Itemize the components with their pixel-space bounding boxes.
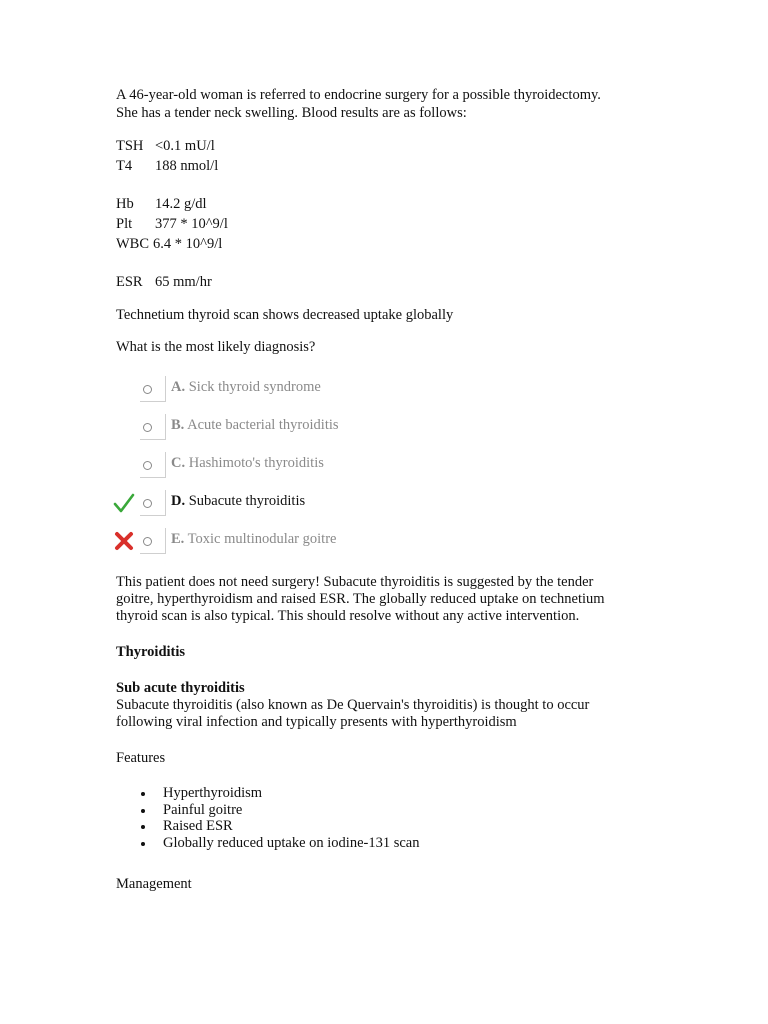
lab-row [116, 234, 656, 254]
stem-line: A 46-year-old woman is referred to endocrine surgery for a possible thyroidectomy. [116, 87, 601, 103]
option-label: Acute bacterial thyroiditis [187, 417, 339, 433]
lab-results-thyroid [116, 136, 656, 176]
radio-button[interactable] [143, 385, 152, 394]
checkmark-icon [113, 492, 135, 514]
option-letter: D. [171, 493, 186, 509]
question-prompt: What is the most likely diagnosis? [116, 339, 316, 355]
lab-key: T4 [116, 158, 133, 174]
option-text[interactable] [171, 531, 336, 548]
answer-option-a[interactable] [116, 370, 656, 408]
lab-row [116, 156, 656, 176]
radio-frame [140, 490, 166, 516]
option-text[interactable] [171, 379, 321, 396]
radio-frame [140, 452, 166, 478]
subacute-description [116, 697, 656, 731]
section-heading: Thyroiditis [116, 644, 186, 660]
question-stem [116, 86, 656, 122]
list-item: Raised ESR [116, 818, 656, 835]
radio-button[interactable] [143, 423, 152, 432]
option-text[interactable] [171, 417, 339, 434]
lab-value: 65 mm/hr [155, 274, 212, 290]
lab-value: 14.2 g/dl [155, 196, 207, 212]
document-page [116, 86, 656, 893]
option-text[interactable] [171, 493, 305, 510]
radio-frame [140, 414, 166, 440]
lab-key: Hb [116, 196, 134, 212]
radio-button[interactable] [143, 499, 152, 508]
lab-key: WBC [116, 236, 150, 252]
lab-row [116, 272, 656, 292]
management-label: Management [116, 876, 192, 892]
list-item: Hyperthyroidism [116, 785, 656, 802]
lab-row [116, 136, 656, 156]
explanation-line: This patient does not need surgery! Subacute thyroiditis is suggested by the tender [116, 574, 594, 590]
lab-row [116, 214, 656, 234]
lab-row [116, 194, 656, 214]
list-item: Painful goitre [116, 802, 656, 819]
option-label: Toxic multinodular goitre [187, 531, 337, 547]
lab-key: ESR [116, 274, 143, 290]
features-label: Features [116, 750, 166, 766]
option-letter: A. [171, 379, 186, 395]
explanation-line: goitre, hyperthyroidism and raised ESR. The globally reduced uptake on technetium [116, 591, 605, 607]
explanation-line: thyroid scan is also typical. This should resolve without any active intervention. [116, 608, 580, 624]
stem-line: She has a tender neck swelling. Blood results are as follows: [116, 105, 467, 121]
lab-results-blood-count [116, 194, 656, 254]
lab-value: 188 nmol/l [155, 158, 219, 174]
lab-value: 377 * 10^9/l [155, 216, 228, 232]
option-label: Subacute thyroiditis [188, 493, 306, 509]
lab-key: Plt [116, 216, 133, 232]
answer-option-c[interactable] [116, 446, 656, 484]
lab-value: 6.4 * 10^9/l [153, 236, 223, 252]
radio-frame [140, 376, 166, 402]
explanation-paragraph [116, 574, 656, 625]
subsection-heading: Sub acute thyroiditis [116, 680, 245, 696]
option-letter: C. [171, 455, 186, 471]
cross-icon [113, 530, 135, 552]
features-list [116, 785, 656, 851]
scan-result: Technetium thyroid scan shows decreased uptake globally [116, 307, 454, 323]
answer-option-d[interactable] [116, 484, 656, 522]
list-item: Globally reduced uptake on iodine-131 scan [116, 835, 656, 852]
option-label: Hashimoto's thyroiditis [188, 455, 324, 471]
option-text[interactable] [171, 455, 324, 472]
description-line: following viral infection and typically presents with hyperthyroidism [116, 714, 517, 730]
answer-option-b[interactable] [116, 408, 656, 446]
answer-option-e[interactable] [116, 522, 656, 560]
description-line: Subacute thyroiditis (also known as De Quervain's thyroiditis) is thought to occur [116, 697, 590, 713]
lab-value: <0.1 mU/l [155, 138, 215, 154]
answer-options [116, 370, 656, 560]
option-label: Sick thyroid syndrome [188, 379, 321, 395]
radio-button[interactable] [143, 537, 152, 546]
option-letter: B. [171, 417, 185, 433]
radio-frame [140, 528, 166, 554]
lab-results-esr [116, 272, 656, 292]
option-letter: E. [171, 531, 185, 547]
lab-key: TSH [116, 138, 144, 154]
radio-button[interactable] [143, 461, 152, 470]
